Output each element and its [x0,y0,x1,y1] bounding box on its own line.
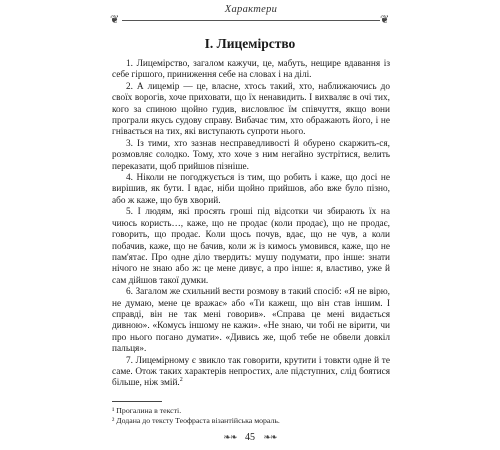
paragraph-text: 5. І людям, які просять гроші під відсотки чи збирають їх на чиюсь користь…, каже, що не продає (коли продає), що не продає, говорить, що продає. Коли щось почув, вдає, що не чув, а коли побачив, каже, що не бачив, коли ж із кимось умовився, каже, що не пам'ятає. Про одне діло твердить: мушу подумати, про інше: знати нічого не знаю або ж: це мене дивує, а про інше: я, властиво, уже й сам дійшов такої думки. [112,207,390,286]
paragraph: 3. Із тими, хто зазнав несправедливості й обурено скаржить-ся, розмовляє солодко. Тому, хто хоче з ним негайно зустрітися, велить переказати, щоб прийшов пізніше. [112,138,390,172]
paragraph-text: 7. Лицемірному є звикло так говорити, крутити і товкти одне й те саме. Отож таких характерів непростих, але підступних, слід боятися більше, ніж змій. [112,355,390,389]
footnote: ² Додана до тексту Теофраста візантійська мораль. [112,416,280,425]
flourish-icon: ❧❧ [263,432,277,442]
footnote: ¹ Прогалина в тексті. [112,406,182,415]
flourish-icon: ❧❧ [223,432,237,442]
paragraph-with-footnote [112,356,390,390]
paragraph: 2. А лицемір — це, власне, хтось такий, хто, наближаючись до своїх ворогів, хоче приховати, що їх ненавидить. І вихваляє в очі тих, кого за спиною щойно гудив, висловлює їм співчуття, якщо вони програли якусь судову справу. Вибачає тим, хто ображають його, і не гнівається на тих, які виступають супроти нього. [112,81,390,138]
paragraph: 6. Загалом же схильний вести розмову в такий спосіб: «Я не вірю, не думаю, мене це вражає» або «Ти кажеш, що він став іншим. І справді, він не так мені говорив». «Справа це мені видається дивною». «Комусь іншому не кажи». «Не знаю, чи тобі не вірити, чи про нього погано думати». «Дивись же, щоб тебе не обвели довкіл пальця». [112,287,390,355]
running-header [110,4,390,26]
footnotes [112,406,392,426]
chapter-title: І. Лицемірство [204,36,296,51]
body-text [112,59,390,390]
paragraph-with-footnote [112,207,390,287]
paragraph: 4. Ніколи не погоджується із тим, що робить і каже, що досі не вирішив, як бути. І вдає, ніби щойно прийшов, або вже було пізно, або ж каже, що був хворий. [112,173,390,206]
paragraph: 1. Лицемірство, загалом кажучи, це, мабуть, нещире вдавання із себе гіршого, приниження себе на словах і на ділі. [112,59,390,81]
flourish-icon: ❦ [110,14,120,26]
page-number: 45 [245,432,255,443]
flourish-icon: ❦ [380,14,390,26]
running-header-title: Характери [224,4,278,15]
header-rule [122,20,380,21]
page-footer [200,432,300,446]
footnote-rule [112,401,162,402]
footnote-marker[interactable]: 2 [179,377,183,384]
